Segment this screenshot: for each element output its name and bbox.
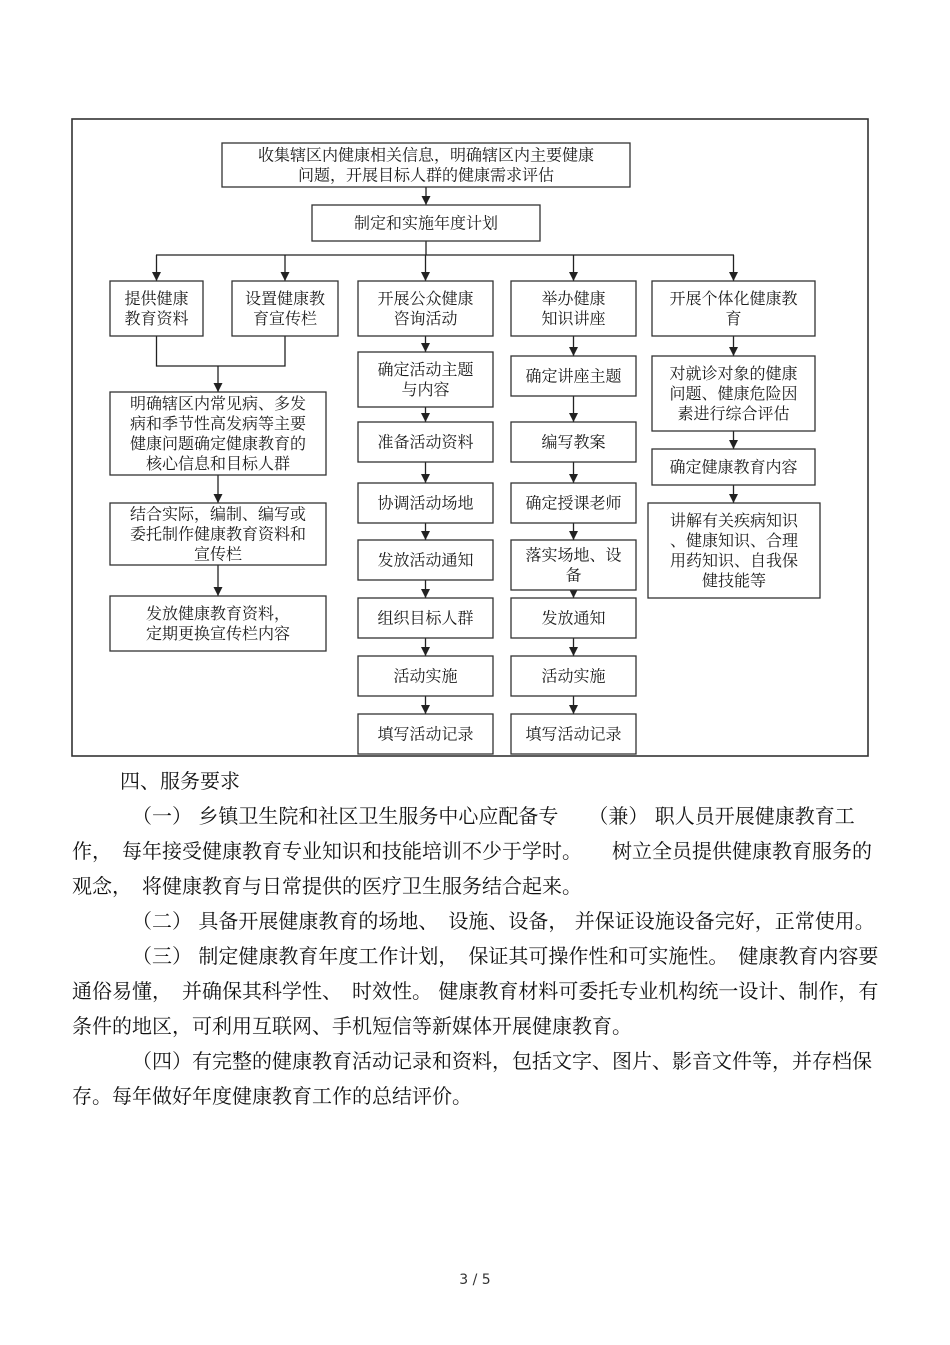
flow-node-l1 bbox=[511, 356, 636, 396]
flow-node-c4 bbox=[358, 540, 493, 580]
flow-node-provide bbox=[110, 281, 203, 336]
flow-node-label: 准备活动资料 bbox=[377, 432, 474, 452]
flow-node-label: 编写教案 bbox=[541, 432, 606, 452]
flow-node-c6 bbox=[358, 656, 493, 696]
flow-node-label: 素进行综合评估 bbox=[677, 404, 790, 423]
flow-node-label: 用药知识、自我保 bbox=[669, 551, 799, 570]
flow-node-board bbox=[232, 281, 338, 336]
flow-node-lecture bbox=[511, 281, 636, 336]
requirement-2: （二） 具备开展健康教育的场地、 设施、设备， 并保证设施设备完好，正常使用。 bbox=[132, 909, 875, 933]
flow-node-p2 bbox=[652, 449, 815, 485]
flow-node-label: 、健康知识、合理 bbox=[669, 531, 799, 550]
flow-node-label: 制定和实施年度计划 bbox=[353, 213, 499, 233]
flow-node-label: 育宣传栏 bbox=[252, 309, 318, 328]
flow-node-label: 明确辖区内常见病、多发 bbox=[129, 394, 307, 413]
flow-node-label: 开展个体化健康教 bbox=[669, 289, 798, 308]
flow-node-label: 确定授课老师 bbox=[525, 493, 622, 513]
flow-node-label: 问题、健康危险因 bbox=[669, 384, 798, 403]
flow-node-label: 教育资料 bbox=[124, 309, 189, 328]
flow-node-label: 设置健康教 bbox=[244, 289, 326, 308]
flow-node-label: 委托制作健康教育资料和 bbox=[129, 524, 307, 544]
flow-node-label: 与内容 bbox=[401, 380, 450, 399]
flow-node-label: 发放通知 bbox=[541, 608, 606, 628]
flow-node-label: 健康问题确定健康教育的 bbox=[129, 434, 307, 453]
requirement-4: （四）有完整的健康教育活动记录和资料，包括文字、图片、影音文件等，并存档保存。每年做好年度健康教育工作的总结评价。 bbox=[72, 1049, 872, 1108]
flow-node-l3 bbox=[511, 483, 636, 523]
flow-arrow bbox=[157, 336, 286, 366]
flow-node-collect bbox=[222, 143, 630, 187]
flow-node-label: 宣传栏 bbox=[193, 544, 243, 564]
flow-node-label: 举办健康 bbox=[541, 289, 606, 308]
service-requirements bbox=[72, 764, 882, 1114]
flow-node-label: 落实场地、设 bbox=[525, 545, 622, 565]
flow-node-label: 填写活动记录 bbox=[377, 724, 474, 744]
flow-node-label: 备 bbox=[565, 565, 582, 585]
flow-node-personal bbox=[652, 281, 815, 336]
flow-node-c5 bbox=[358, 598, 493, 638]
flow-node-p1 bbox=[652, 356, 815, 431]
page-number: 3 / 5 bbox=[459, 1272, 491, 1288]
flow-node-label: 活动实施 bbox=[541, 666, 606, 686]
flow-node-label: 育 bbox=[725, 309, 742, 328]
flow-node-label: 组织目标人群 bbox=[377, 608, 474, 628]
section-heading: 四、服务要求 bbox=[120, 769, 240, 793]
flow-node-consult bbox=[358, 281, 493, 336]
flow-node-c3 bbox=[358, 483, 493, 523]
flow-node-label: 发放活动通知 bbox=[377, 550, 474, 570]
flow-node-p3 bbox=[648, 503, 820, 598]
flow-node-c1 bbox=[358, 352, 493, 407]
flow-node-distribute bbox=[110, 596, 326, 651]
flow-node-label: 确定讲座主题 bbox=[525, 366, 622, 386]
flow-node-c2 bbox=[358, 422, 493, 462]
flow-node-label: 确定活动主题 bbox=[377, 360, 474, 379]
flow-node-l4 bbox=[511, 540, 636, 590]
flow-node-label: 病和季节性高发病等主要 bbox=[129, 414, 307, 433]
flow-node-label: 发放健康教育资料， bbox=[145, 604, 291, 623]
flow-node-label: 提供健康 bbox=[124, 289, 189, 308]
flow-node-label: 填写活动记录 bbox=[525, 724, 622, 744]
flow-node-core bbox=[110, 392, 326, 475]
flow-node-label: 开展公众健康 bbox=[377, 289, 474, 308]
flow-node-l6 bbox=[511, 656, 636, 696]
flow-node-l7 bbox=[511, 714, 636, 754]
flow-node-label: 协调活动场地 bbox=[377, 493, 474, 513]
flow-node-label: 定期更换宣传栏内容 bbox=[145, 624, 291, 643]
flow-node-label: 问题，开展目标人群的健康需求评估 bbox=[297, 165, 555, 185]
requirement-3: （三） 制定健康教育年度工作计划， 保证其可操作性和可实施性。 健康教育内容要通俗易懂， 并确保其科学性、 时效性。 健康教育材料可委托专业机构统一设计、制作，有条件的地区，可利用互联网、手机短信等新媒体开展健康教育。 bbox=[72, 944, 879, 1038]
flow-node-label: 知识讲座 bbox=[541, 309, 606, 328]
flow-node-label: 咨询活动 bbox=[393, 309, 458, 328]
flow-node-plan bbox=[312, 205, 540, 241]
flow-node-label: 活动实施 bbox=[393, 666, 458, 686]
flow-node-c7 bbox=[358, 714, 493, 754]
flow-node-l5 bbox=[511, 598, 636, 638]
flow-node-compile bbox=[110, 503, 326, 565]
requirement-1: （一） 乡镇卫生院和社区卫生服务中心应配备专 （兼） 职人员开展健康教育工作， 每年接受健康教育专业知识和技能培训不少于学时。 树立全员提供健康教育服务的观念， 将健康教育与日常提供的医疗卫生服务结合起来。 bbox=[72, 804, 872, 898]
flow-node-label: 核心信息和目标人群 bbox=[145, 454, 291, 473]
flow-node-label: 确定健康教育内容 bbox=[669, 457, 798, 477]
flow-node-label: 结合实际，编制、编写或 bbox=[129, 504, 307, 524]
flow-node-label: 健技能等 bbox=[701, 571, 767, 590]
flow-node-label: 讲解有关疾病知识 bbox=[669, 511, 799, 530]
flow-node-l2 bbox=[511, 422, 636, 462]
flow-node-label: 收集辖区内健康相关信息，明确辖区内主要健康 bbox=[257, 145, 595, 165]
flow-node-label: 对就诊对象的健康 bbox=[669, 364, 798, 383]
